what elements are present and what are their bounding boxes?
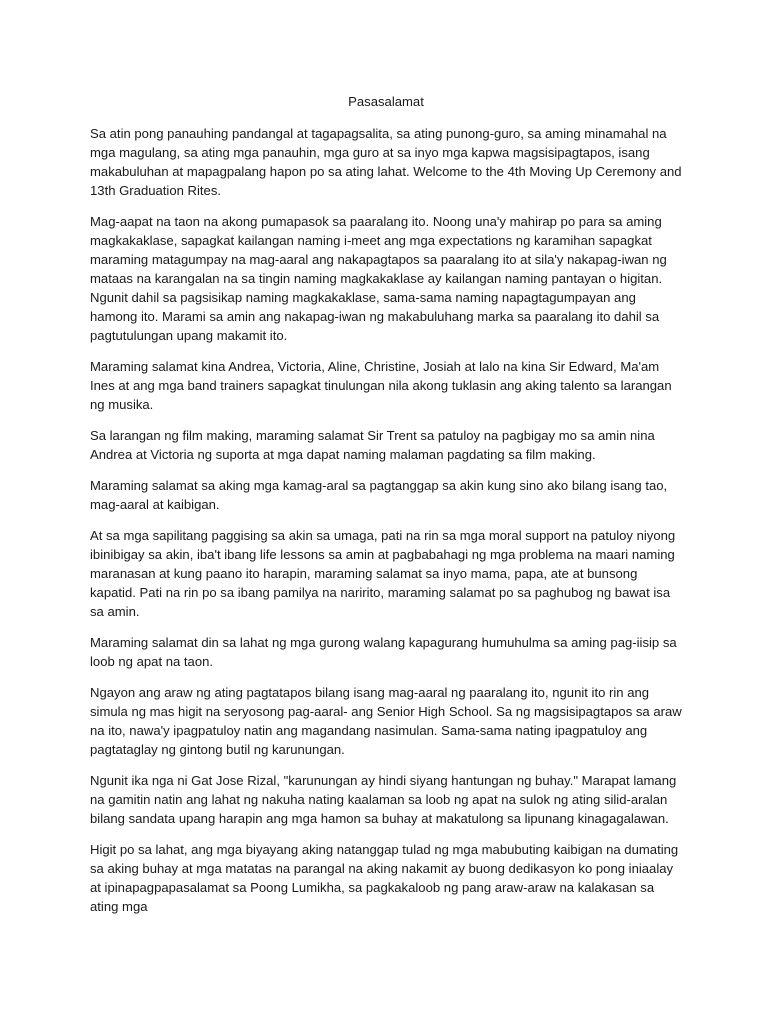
paragraph-greeting: Sa atin pong panauhing pandangal at tagapagsalita, sa ating punong-guro, sa aming minamahal na mga magulang, sa ating mga panauhin, mga guro at sa inyo mga kapwa magsisipagtapos, isang makabuluhan at mapagpalang hapon po sa ating lahat. Welcome to the 4th Moving Up Ceremony and 13th Graduation Rites. bbox=[90, 126, 682, 198]
paragraph-music-thanks: Maraming salamat kina Andrea, Victoria, Aline, Christine, Josiah at lalo na kina Sir Edward, Ma'am Ines at ang mga band trainers sapagkat tinulungan nila akong tuklasin ang aking talento sa larangan ng musika. bbox=[90, 359, 672, 412]
paragraph-closing-thanks: Higit po sa lahat, ang mga biyayang aking natanggap tulad ng mga mabubuting kaibigan na dumating sa aking buhay at mga matatas na parangal na aking nakamit ay buong dedikasyon ko pong iniaalay at ipinapagpapasalamat sa Poong Lumikha, sa pagkakaloob ng pang araw-araw na kalakasan sa ating mga bbox=[90, 842, 679, 914]
paragraph-classmates-thanks: Maraming salamat sa aking mga kamag-aral sa pagtanggap sa akin kung sino ako bilang isang tao, mag-aaral at kaibigan. bbox=[90, 478, 668, 512]
document-title: Pasasalamat bbox=[348, 94, 424, 109]
paragraph-rizal-quote: Ngunit ika nga ni Gat Jose Rizal, "karunungan ay hindi siyang hantungan ng buhay." Marapat lamang na gamitin natin ang lahat ng nakuha nating kaalaman sa loob ng apat na sulok ng ating silid-aralan bilang sandata upang harapin ang mga hamon sa buhay at makatulong sa lipunang kinagagalawan. bbox=[90, 773, 677, 826]
paragraph-graduation-day: Ngayon ang araw ng ating pagtatapos bilang isang mag-aaral ng paaralang ito, ngunit ito rin ang simula ng mas higit na seryosong pag-aaral- ang Senior High School. Sa ng magsisipagtapos sa araw na ito, nawa'y ipagpatuloy natin ang magandang nasimulan. Sama-sama nating ipagpatuloy ang pagtataglay ng gintong butil ng karunungan. bbox=[90, 685, 682, 757]
paragraph-teachers-thanks: Maraming salamat din sa lahat ng mga gurong walang kapagurang humuhulma sa aming pag-iisip sa loob ng apat na taon. bbox=[90, 635, 677, 669]
paragraph-film-thanks: Sa larangan ng film making, maraming salamat Sir Trent sa patuloy na pagbigay mo sa amin nina Andrea at Victoria ng suporta at mga dapat naming malaman pagdating sa film making. bbox=[90, 428, 655, 462]
paragraph-school-years: Mag-aapat na taon na akong pumapasok sa paaralang ito. Noong una'y mahirap po para sa aming magkakaklase, sapagkat kailangan naming i-meet ang mga expectations ng karamihan sapagkat maraming matagumpay na mag-aaral ang nakapagtapos sa paaralang ito at sila'y nakapag-iwan ng mataas na karangalan na sa tingin naming magkakaklase ay kailangan naming pantayan o higitan. Ngunit dahil sa pagsisikap naming magkakaklase, sama-sama naming napagtagumpayan ang hamong ito. Marami sa amin ang nakapag-iwan ng makabuluhang marka sa paaralang ito dahil sa pagtutulungan upang makamit ito. bbox=[90, 214, 667, 343]
document-body bbox=[90, 92, 682, 928]
paragraph-family-thanks: At sa mga sapilitang paggising sa akin sa umaga, pati na rin sa mga moral support na patuloy niyong ibinibigay sa akin, iba't ibang life lessons sa amin at pagbabahagi ng mga problema na maari naming maranasan at kung paano ito harapin, maraming salamat sa inyo mama, papa, ate at bunsong kapatid. Pati na rin po sa ibang pamilya na naririto, maraming salamat po sa paghubog ng bawat isa sa amin. bbox=[90, 528, 676, 619]
